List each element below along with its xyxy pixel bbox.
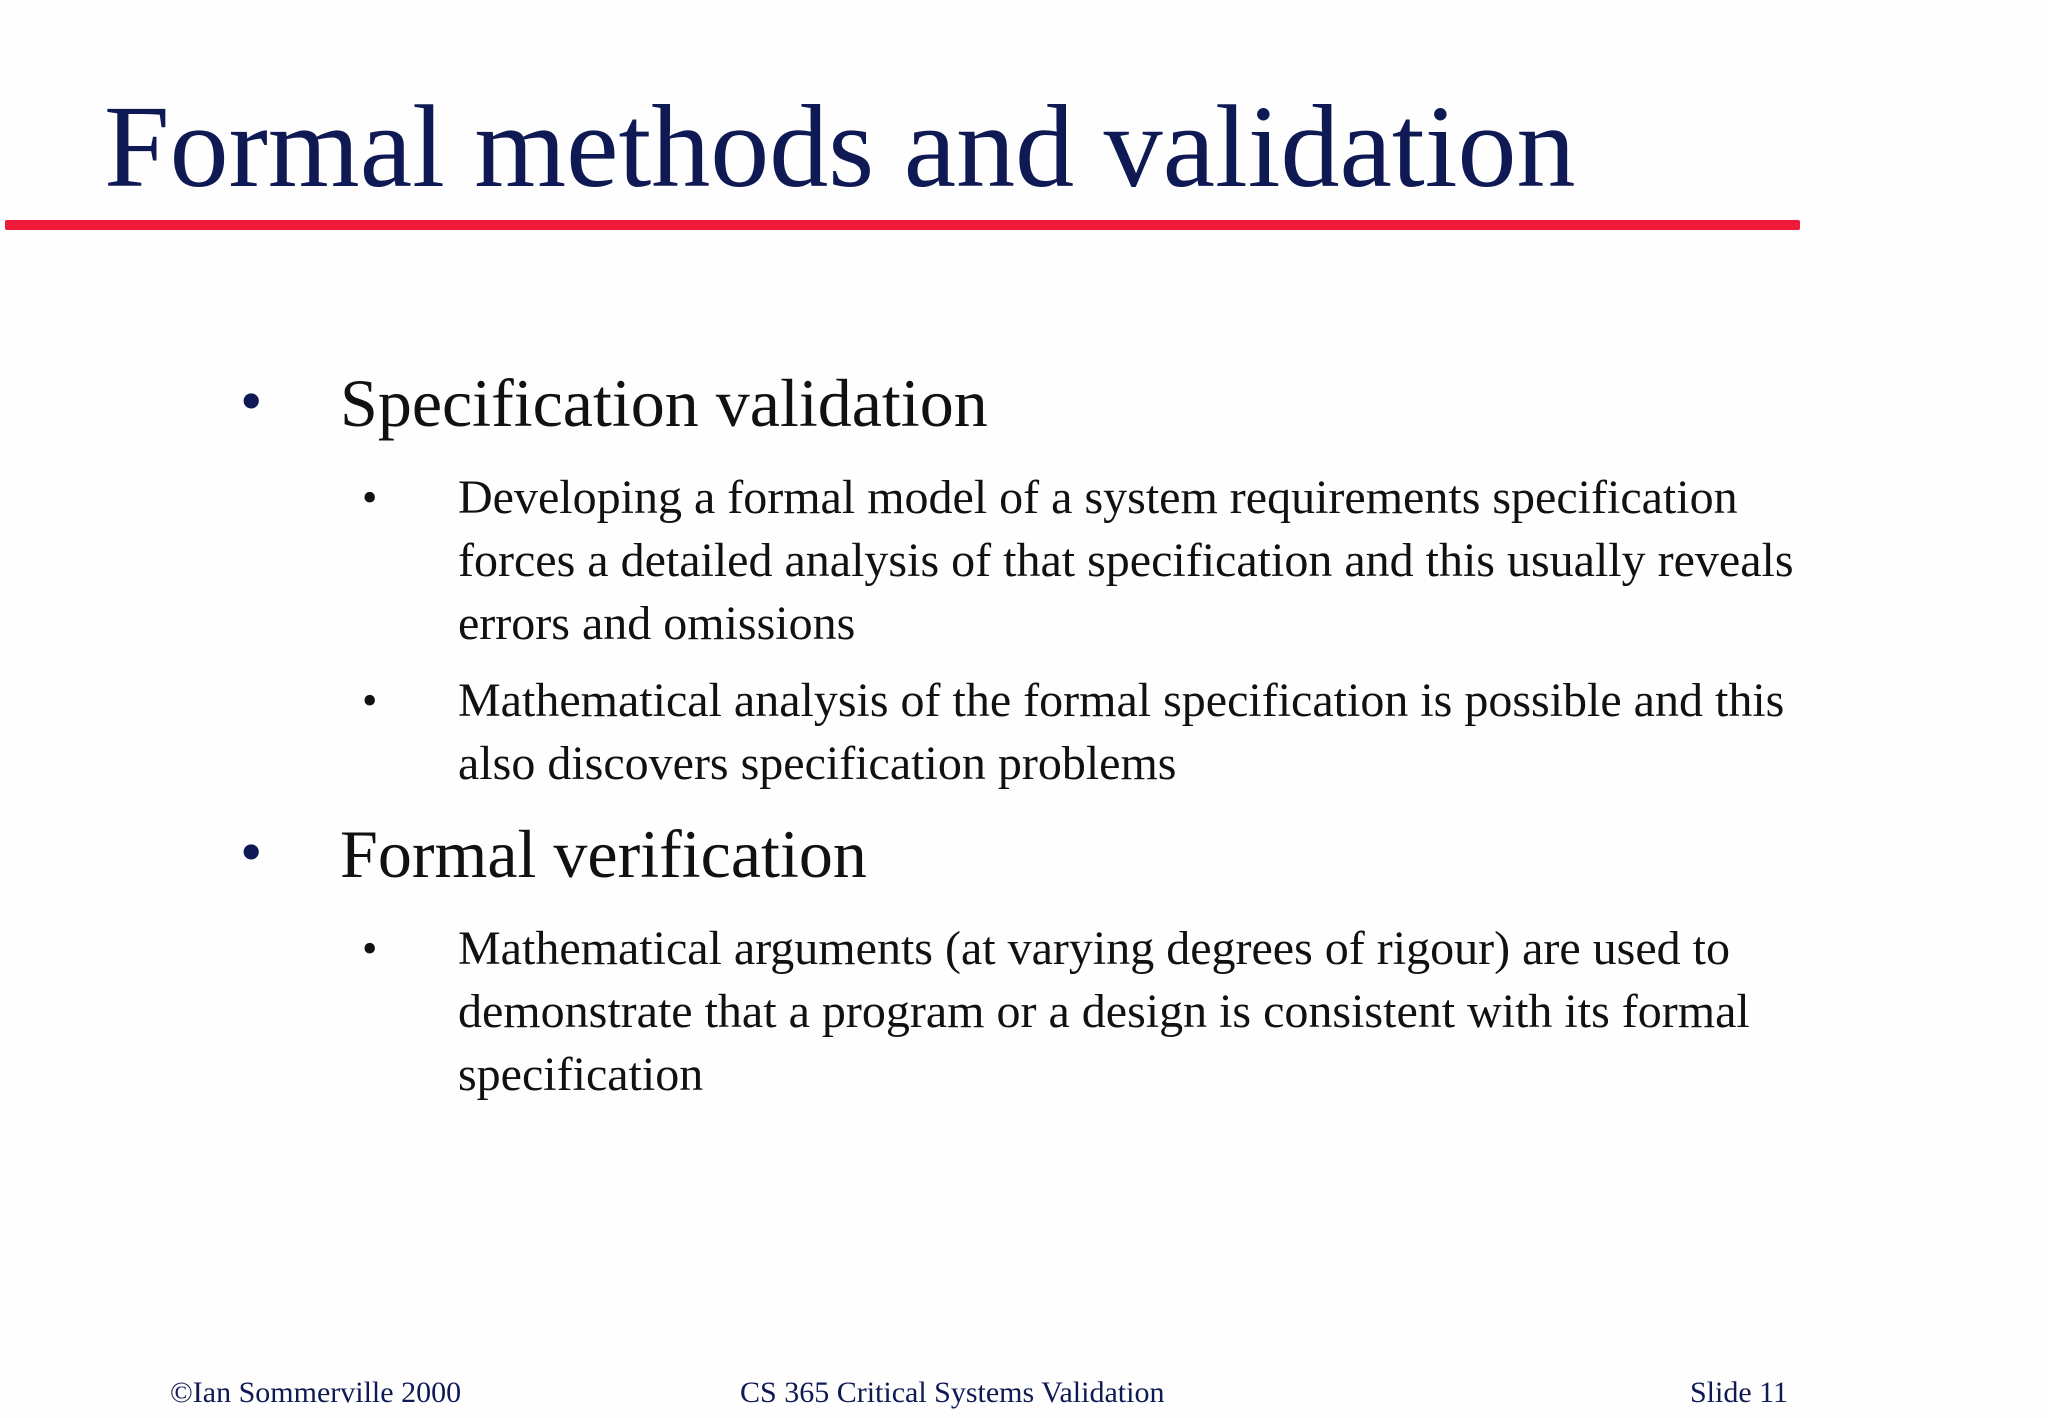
slide-title: Formal methods and validation bbox=[104, 81, 1576, 212]
item-bullet: • bbox=[362, 924, 378, 973]
footer-course-title: CS 365 Critical Systems Validation bbox=[740, 1376, 1165, 1409]
section-heading-text: Formal verification bbox=[340, 816, 867, 892]
footer-slide-number: Slide 11 bbox=[1690, 1376, 1789, 1409]
item-text: Developing a formal model of a system requirements specification forces a detailed analysis of that specification and this usually reveals errors and omissions bbox=[458, 471, 1794, 650]
item-text: Mathematical analysis of the formal specification is possible and this also discovers specification problems bbox=[458, 674, 1785, 790]
footer-copyright: ©Ian Sommerville 2000 bbox=[170, 1376, 462, 1409]
section-bullet: • bbox=[240, 365, 263, 436]
item-bullet: • bbox=[362, 676, 378, 725]
section-heading-text: Specification validation bbox=[340, 365, 988, 441]
item-text: Mathematical arguments (at varying degrees of rigour) are used to demonstrate that a program or a design is consistent with its formal specification bbox=[458, 922, 1750, 1101]
title-divider bbox=[5, 220, 1800, 230]
item-bullet: • bbox=[362, 473, 378, 522]
section-bullet: • bbox=[240, 816, 263, 887]
